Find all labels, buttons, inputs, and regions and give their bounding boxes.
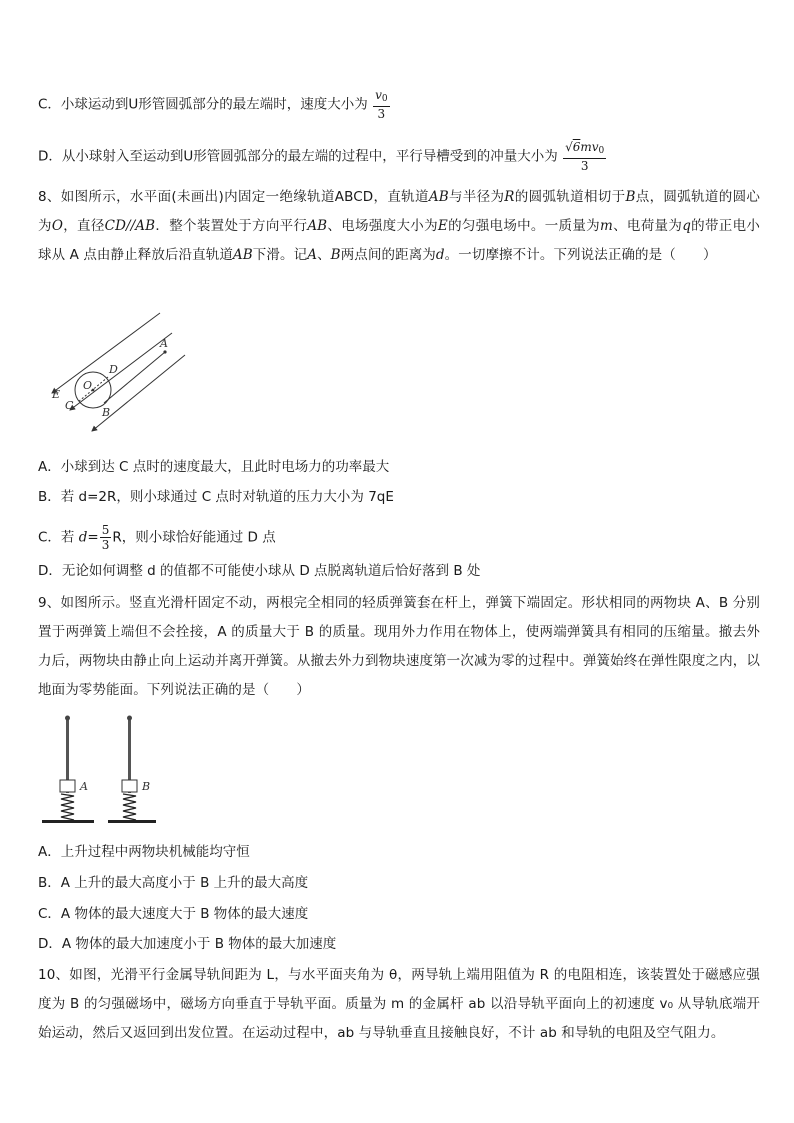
option-7d-fraction: $\frac{√6mv_0}{3}$: [565, 140, 605, 173]
question-9-stem: 9、如图所示。竖直光滑杆固定不动，两根完全相同的轻质弹簧套在杆上，弹簧下端固定。形状相同的两物块 A、B 分别置于两弹簧上端但不会拴接，A 的质量大于 B 的质量。现用外力作用在物体上，使两端弹簧具有相同的压缩量。撤去外力后，两物块由静止向上运动并离开弹簧。从撤去外力到物块速度第一次减为零的过程中。弹簧始终在弹性限度之内，以地面为零势能面。下列说法正确的是（ ）: [38, 595, 760, 698]
rod-a-top: [65, 716, 70, 721]
q9-option-d: D．A 物体的最大加速度小于 B 物体的最大加速度: [38, 936, 337, 952]
q9-option-b: B．A 上升的最大高度小于 B 上升的最大高度: [38, 875, 309, 891]
question-9-figure: [40, 712, 170, 834]
q8-option-b: B．若 d=2R，则小球通过 C 点时对轨道的压力大小为 7qE: [38, 489, 394, 505]
q9-option-c: C．A 物体的最大速度大于 B 物体的最大速度: [38, 906, 309, 922]
rod-b-top: [127, 716, 132, 721]
q8-option-a: A．小球到达 C 点时的速度最大，且此时电场力的功率最大: [38, 459, 390, 475]
label-a: A: [160, 337, 168, 350]
point-a: [163, 350, 166, 353]
q8-option-d: D．无论如何调整 d 的值都不可能使小球从 D 点脱离轨道后恰好落到 B 处: [38, 563, 481, 579]
option-7d-text: D．从小球射入至运动到U形管圆弧部分的最左端的过程中，平行导槽受到的冲量大小为: [38, 148, 558, 165]
option-7c-fraction: $\frac{v_0}{3}$: [375, 88, 388, 121]
spring-b: [123, 794, 136, 820]
label-o: O: [83, 379, 93, 392]
q8-option-c: C．若 d= $\frac{5}{3}$ R，则小球恰好能通过 D 点: [38, 523, 276, 552]
field-line-3: [92, 355, 185, 431]
field-line-1: [52, 313, 160, 393]
block-a: [60, 780, 75, 792]
ground-left: [42, 820, 94, 823]
question-10-stem: 10、如图，光滑平行金属导轨间距为 L，与水平面夹角为 θ，两导轨上端用阻值为 R 的电阻相连，该装置处于磁感应强度为 B 的匀强磁场中，磁场方向垂直于导轨平面。质量为 m 的金属杆 ab 以沿导轨平面向上的初速度 v₀ 从导轨底端开始运动，然后又返回到出发位置。在运动过程中，ab 与导轨垂直且接触良好，不计 ab 和导轨的电阻及空气阻力。: [38, 967, 760, 1041]
label-c: C: [65, 399, 74, 412]
label-block-b: B: [142, 780, 151, 793]
label-e: E: [52, 388, 61, 401]
spring-a: [61, 794, 74, 820]
label-d: D: [109, 363, 118, 376]
q9-option-a: A．上升过程中两物块机械能均守恒: [38, 844, 250, 860]
question-8-figure: [40, 305, 190, 440]
option-7c-text: C．小球运动到U形管圆弧部分的最左端时，速度大小为: [38, 96, 368, 113]
question-8-stem: 8、如图所示，水平面(未画出)内固定一绝缘轨道ABCD，直轨道AB与半径为R的圆弧轨道相切于B点，圆弧轨道的圆心为O，直径CD//AB．整个装置处于方向平行AB、电场强度大小为E的匀强电场中。一质量为m、电荷量为q的带正电小球从 A 点由静止释放后沿直轨道AB下滑。记A、B两点间的距离为d。一切摩擦不计。下列说法正确的是（ ）: [38, 189, 760, 263]
label-block-a: A: [80, 780, 88, 793]
ground-right: [108, 820, 156, 823]
option-7c: [38, 88, 391, 121]
block-b: [122, 780, 137, 792]
option-7d: [38, 140, 607, 173]
label-b: B: [102, 406, 111, 419]
field-line-2: [70, 333, 172, 410]
